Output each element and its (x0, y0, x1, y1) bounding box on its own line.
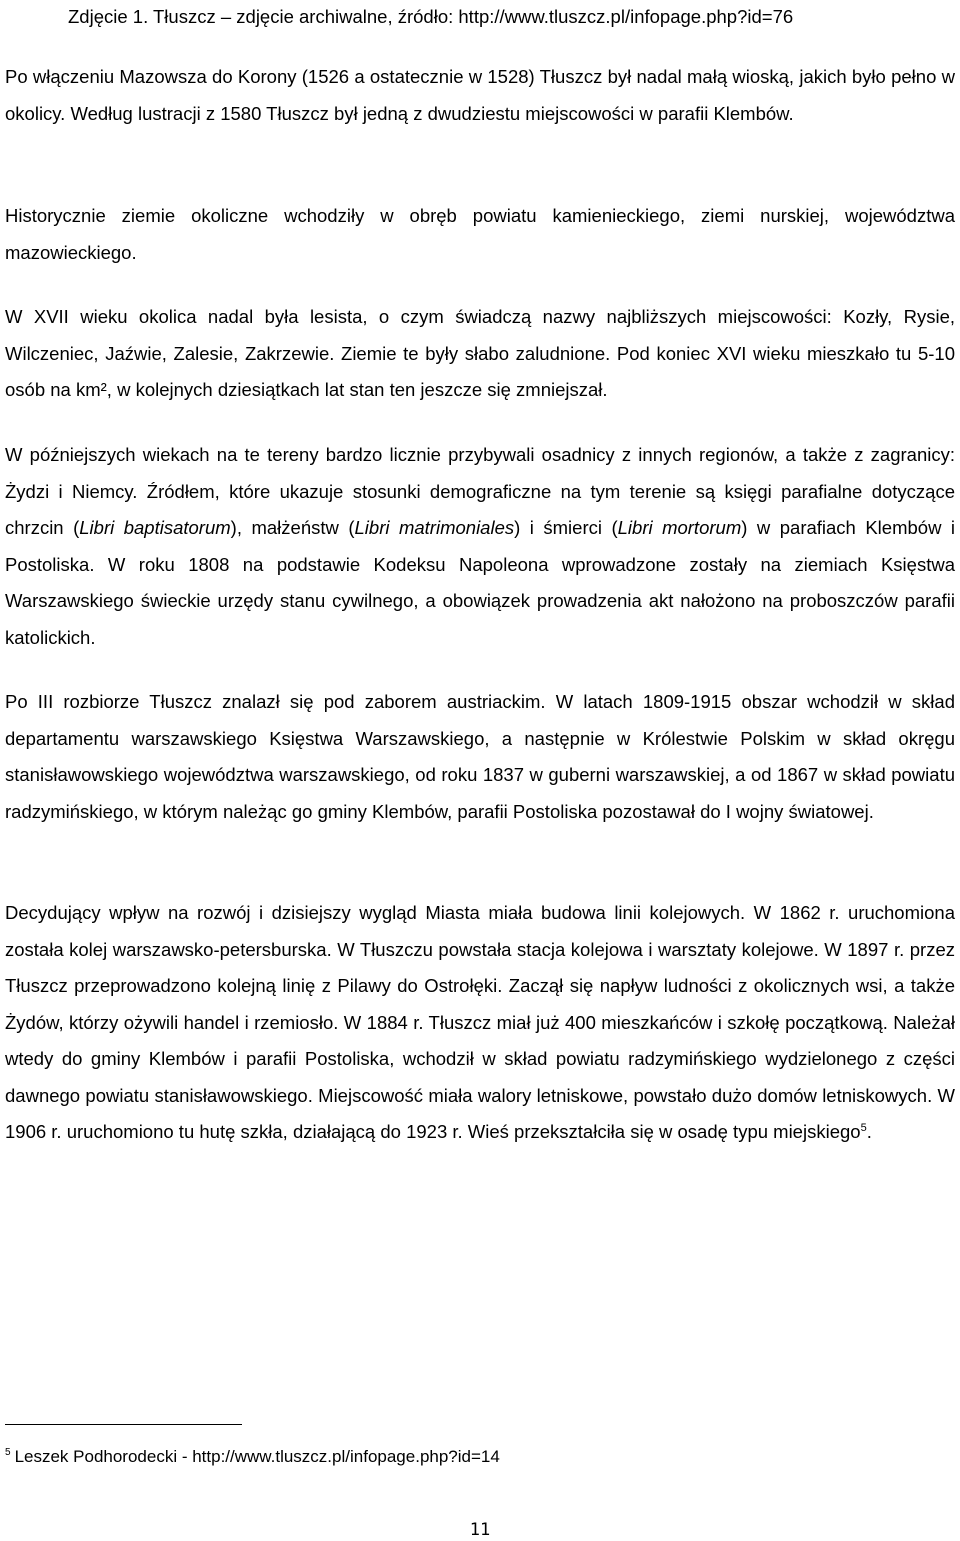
footnote (5, 1444, 905, 1470)
paragraph-end: . (866, 1121, 872, 1142)
paragraph-text: ) w parafiach Klembów i Postoliska. W roku 1808 na podstawie Kodeksu Napoleona wprowadzone zostały na ziemiach Księstwa Warszawskiego świeckie urzędy stanu cywilnego, a obowiązek prowadzenia akt nałożono na proboszczów parafii katolickich. (5, 517, 956, 648)
page-number: 11 (469, 1520, 491, 1540)
paragraph-xvii-century: W XVII wieku okolica nadal była lesista, o czym świadczą nazwy najbliższych miejscowości: Kozły, Rysie, Wilczeniec, Jaźwie, Zalesie, Zakrzewie. Ziemie te były słabo zaludnione. Pod koniec XVI wieku mieszkało tu 5-10 osób na km², w kolejnych dziesiątkach lat stan ten jeszcze się zmniejszał. (5, 306, 955, 400)
latin-term-marriages: Libri matrimoniales (354, 517, 515, 538)
paragraph-text: Decydujący wpływ na rozwój i dzisiejszy wygląd Miasta miała budowa linii kolejowych. W 1862 r. uruchomiona została kolej warszawsko-petersburska. W Tłuszczu powstała stacja kolejowa i warsztaty kolejowe. W 1897 r. przez Tłuszcz przeprowadzono kolejną linię z Pilawy do Ostrołęki. Zaczął się napływ ludności z okolicznych wsi, a także Żydów, którzy ożywili handel i rzemiosło. W 1884 r. Tłuszcz miał już 400 mieszkańców i szkołę początkową. Należał wtedy do gminy Klembów i parafii Postoliska, wchodził w skład powiatu radzymińskiego wydzielonego z części dawnego powiatu stanisławowskiego. Miejscowość miała walory letniskowe, powstało dużo domów letniskowych. W 1906 r. uruchomiono tu hutę szkła, działającą do 1923 r. Wieś przekształciła się w osadę typu miejskiego (5, 902, 955, 1142)
latin-term-baptisms: Libri baptisatorum (79, 517, 231, 538)
paragraph-text: W późniejszych wiekach na te tereny bardzo licznie przybywali osadnicy z innych regionów, a także z zagranicy: Żydzi i Niemcy. Źródłem, które ukazuje stosunki demograficzne na tym terenie są księgi parafialne dotyczące chrzcin ( (5, 444, 955, 538)
paragraph-text: ), małżeństw ( (230, 517, 355, 538)
footnote-reference[interactable]: 5 (860, 1121, 867, 1134)
footnote-text: Leszek Podhorodecki - http://www.tluszcz.pl/infopage.php?id=14 (14, 1447, 500, 1466)
paragraph-partition-administration: Po III rozbiorze Tłuszcz znalazł się pod zaborem austriackim. W latach 1809-1915 obszar wchodził w skład departamentu warszawskiego Księstwa Warszawskiego, a następnie w Królestwie Polskim w skład okręgu stanisławowskiego województwa warszawskiego, od roku 1837 w guberni warszawskiej, a od 1867 w skład powiatu radzymińskiego, w którym należąc go gminy Klembów, parafii Postoliska pozostawał do I wojny światowej. (5, 691, 955, 822)
paragraph-settlers-parish-books (5, 437, 955, 656)
footnote-separator (5, 1424, 242, 1425)
footnote-number: 5 (5, 1447, 11, 1459)
paragraph-railway-development (5, 895, 955, 1151)
photo-caption: Zdjęcie 1. Tłuszcz – zdjęcie archiwalne, źródło: http://www.tluszcz.pl/infopage.php?id=76 (68, 6, 794, 27)
paragraph-mazowsze-korona: Po włączeniu Mazowsza do Korony (1526 a ostatecznie w 1528) Tłuszcz był nadal małą wioską, jakich było pełno w okolicy. Według lustracji z 1580 Tłuszcz był jedną z dwudziestu miejscowości w parafii Klembów. (5, 66, 955, 124)
latin-term-deaths: Libri mortorum (617, 517, 742, 538)
paragraph-text: ) i śmierci ( (514, 517, 618, 538)
paragraph-historical-lands: Historycznie ziemie okoliczne wchodziły w obręb powiatu kamienieckiego, ziemi nurskiej, województwa mazowieckiego. (5, 205, 955, 263)
